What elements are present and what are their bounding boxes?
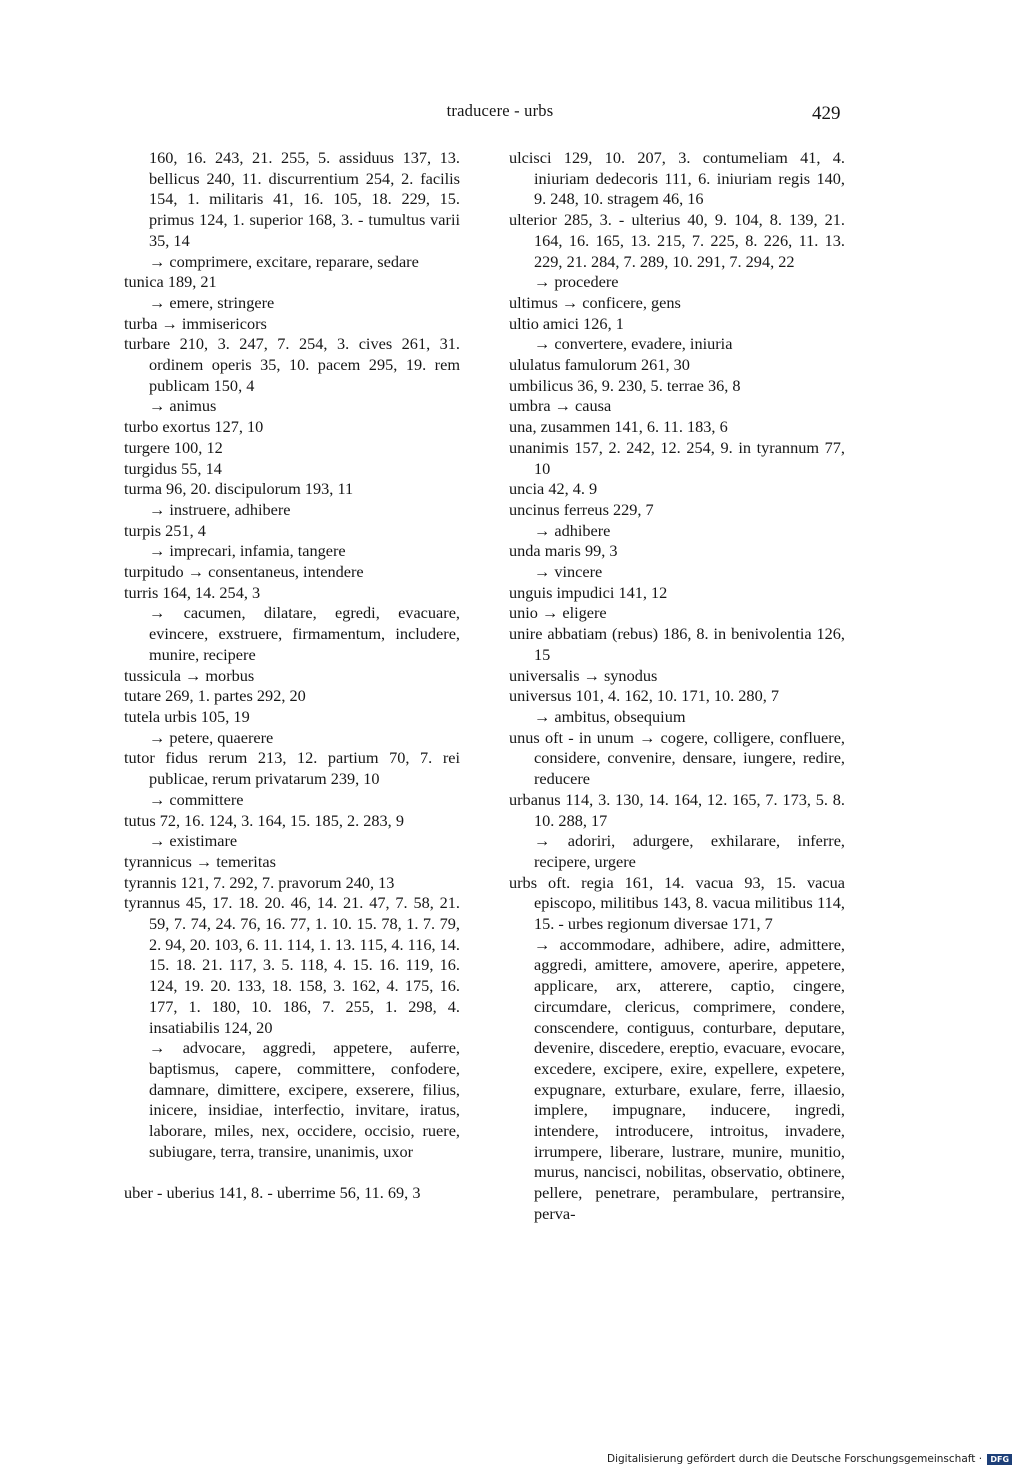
cross-reference: → emere, stringere bbox=[149, 292, 275, 312]
index-entry: umbra → causa bbox=[509, 396, 612, 416]
cross-reference: → petere, quaerere bbox=[149, 727, 274, 747]
cross-reference: → cacumen, dilatare, egredi, evacuare, evincere, exstruere, firmamentum, includere, munire, recipere bbox=[149, 603, 460, 664]
footer-text: Digitalisierung gefördert durch die Deutsche Forschungsgemeinschaft · bbox=[607, 1453, 983, 1465]
index-entry: tutela urbis 105, 19 bbox=[124, 706, 250, 726]
cross-reference: → ambitus, obsequium bbox=[534, 706, 686, 726]
cross-reference: → convertere, evadere, iniuria bbox=[534, 334, 733, 354]
index-entry: tutus 72, 16. 124, 3. 164, 15. 185, 2. 283, 9 bbox=[124, 810, 404, 830]
running-header: traducere - urbs bbox=[446, 101, 554, 120]
page-number: 429 bbox=[812, 103, 841, 124]
dfg-logo: DFG bbox=[987, 1454, 1012, 1465]
left-column bbox=[124, 148, 460, 1204]
cross-reference: → adhibere bbox=[534, 520, 611, 540]
index-entry: tyrannicus → temeritas bbox=[124, 851, 276, 871]
index-entry: turbare 210, 3. 247, 7. 254, 3. cives 261, 31. ordinem operis 35, 10. pacem 295, 19. rem publicam 150, 4 bbox=[124, 334, 460, 395]
index-entry: tutare 269, 1. partes 292, 20 bbox=[124, 686, 306, 706]
index-entry: tunica 189, 21 bbox=[124, 272, 217, 292]
index-entry: universus 101, 4. 162, 10. 171, 10. 280, 7 bbox=[509, 686, 779, 706]
cross-reference: → existimare bbox=[149, 831, 238, 851]
index-entry: ultimus → conficere, gens bbox=[509, 292, 681, 312]
index-entry: unus oft - in unum → cogere, colligere, confluere, considere, convenire, densare, iungere, redire, reducere bbox=[509, 727, 845, 789]
index-entry: una, zusammen 141, 6. 11. 183, 6 bbox=[509, 417, 728, 437]
index-entry: unanimis 157, 2. 242, 12. 254, 9. in tyrannum 77, 10 bbox=[509, 437, 845, 478]
cross-reference: → animus bbox=[149, 396, 217, 416]
index-entry: turgidus 55, 14 bbox=[124, 458, 222, 478]
index-entry: uncinus ferreus 229, 7 bbox=[509, 499, 654, 519]
cross-reference: → adoriri, adurgere, exhilarare, inferre, recipere, urgere bbox=[534, 831, 845, 871]
index-entry: tutor fidus rerum 213, 12. partium 70, 7. rei publicae, rerum privatarum 239, 10 bbox=[124, 748, 460, 789]
index-entry: tussicula → morbus bbox=[124, 665, 255, 685]
index-entry: turba → immisericors bbox=[124, 313, 267, 333]
index-entry: unire abbatiam (rebus) 186, 8. in benivolentia 126, 15 bbox=[509, 624, 845, 664]
index-entry: uncia 42, 4. 9 bbox=[509, 479, 598, 499]
index-entry: tyrannis 121, 7. 292, 7. pravorum 240, 13 bbox=[124, 872, 395, 892]
cross-reference: → accommodare, adhibere, adire, admittere, aggredi, amittere, amovere, aperire, appetere, applicare, arx, atterere, captio, cingere, circumdare, clericus, comprimere, condere, conscendere, contiguus, conturbare, deputare, devenire, discedere, ereptio, evacuare, evocare, excedere, excipere, exire, expellere, expetere, expugnare, exturbare, exulare, ferre, illaesio, implere, impugnare, inducere, ingredi, intendere, introducere, introitus, invadere, irrumpere, liberare, lustrare, munire, munitio, murus, nancisci, nobilitas, observatio, obtinere, pellere, penetrare, perambulare, pertransire, perva- bbox=[534, 934, 845, 1223]
cross-reference: → instruere, adhibere bbox=[149, 499, 291, 519]
index-entry: turgere 100, 12 bbox=[124, 437, 223, 457]
index-entry: unio → eligere bbox=[509, 603, 607, 623]
index-entry: ulterior 285, 3. - ulterius 40, 9. 104, 8. 139, 21. 164, 16. 165, 13. 215, 7. 225, 8. 226, 11. 13. 229, 21. 284, 7. 289, 10. 291, 7. 294, 22 bbox=[509, 210, 845, 271]
cross-reference: → advocare, aggredi, appetere, auferre, baptismus, capere, committere, confodere, damnare, dimittere, excipere, exserere, filius, inicere, insidiae, interfectio, invitare, iratus, laborare, miles, nex, occidere, occisio, ruere, subiugare, terra, transire, unanimis, uxor bbox=[149, 1038, 460, 1161]
index-entry: tyrannus 45, 17. 18. 20. 46, 14. 21. 47, 7. 58, 21. 59, 7. 74, 24. 76, 16. 77, 1. 10. 15. 78, 1. 7. 79, 2. 94, 20. 103, 6. 11. 114, 1. 13. 115, 4. 116, 14. 15. 18. 21. 117, 3. 5. 118, 4. 15. 16. 119, 16. 124, 19. 20. 133, 18. 158, 3. 162, 4. 175, 16. 177, 1. 180, 10. 186, 7. 255, 1. 298, 4. insatiabilis 124, 20 bbox=[124, 893, 460, 1037]
cross-reference: → comprimere, excitare, reparare, sedare bbox=[149, 251, 419, 271]
index-entry: unguis impudici 141, 12 bbox=[509, 582, 668, 602]
index-entry: turma 96, 20. discipulorum 193, 11 bbox=[124, 479, 354, 499]
right-column bbox=[509, 148, 845, 1225]
index-entry: ulcisci 129, 10. 207, 3. contumeliam 41, 4. iniuriam dedecoris 111, 6. iniuriam regis 140, 9. 248, 10. stragem 46, 16 bbox=[509, 148, 845, 209]
index-entry: uber - uberius 141, 8. - uberrime 56, 11. 69, 3 bbox=[124, 1183, 421, 1203]
index-entry: urbanus 114, 3. 130, 14. 164, 12. 165, 7. 173, 5. 8. 10. 288, 17 bbox=[509, 789, 845, 830]
cross-reference: → vincere bbox=[534, 562, 603, 582]
index-entry: urbs oft. regia 161, 14. vacua 93, 15. vacua episcopo, militibus 143, 8. vacua militibus 114, 15. - urbes regionum diversae 171, 7 bbox=[509, 872, 845, 934]
index-entry: umbilicus 36, 9. 230, 5. terrae 36, 8 bbox=[509, 375, 741, 395]
index-entry: universalis → synodus bbox=[509, 665, 658, 685]
footer-credit bbox=[607, 1453, 1012, 1465]
cross-reference: → committere bbox=[149, 789, 244, 809]
index-entry: turpitudo → consentaneus, intendere bbox=[124, 562, 364, 582]
index-entry: turbo exortus 127, 10 bbox=[124, 417, 264, 437]
cross-reference: → procedere bbox=[534, 272, 619, 292]
index-entry: ultio amici 126, 1 bbox=[509, 313, 624, 333]
cross-reference: → imprecari, infamia, tangere bbox=[149, 541, 346, 561]
index-entry: 160, 16. 243, 21. 255, 5. assiduus 137, 13. bellicus 240, 11. discurrentium 254, 2. facilis 154, 1. militaris 41, 16. 105, 18. 229, 15. primus 124, 1. superior 168, 3. - tumultus varii 35, 14 bbox=[149, 148, 460, 250]
index-entry: turris 164, 14. 254, 3 bbox=[124, 582, 261, 602]
index-entry: unda maris 99, 3 bbox=[509, 541, 618, 561]
index-entry: turpis 251, 4 bbox=[124, 520, 206, 540]
index-entry: ululatus famulorum 261, 30 bbox=[509, 355, 690, 375]
